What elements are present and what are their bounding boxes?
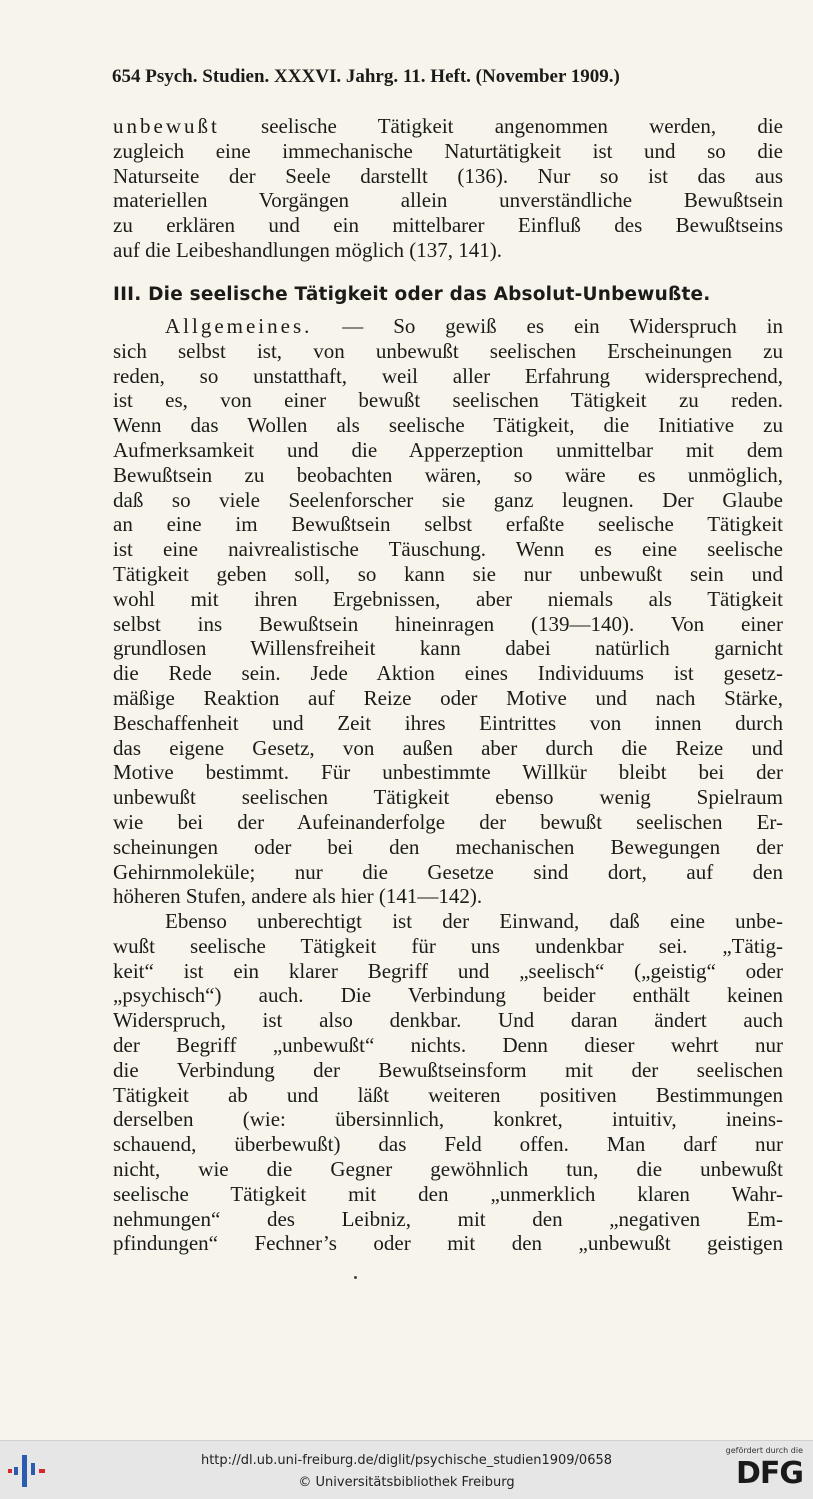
source-url-link[interactable]: http://dl.ub.uni-freiburg.de/diglit/psychische_studien1909/0658: [200, 1453, 613, 1468]
text-line: Tätigkeit geben soll, so kann sie nur unbewußt sein und: [113, 561, 783, 586]
text-line: sich selbst ist, von unbewußt seelischen Erscheinungen zu: [113, 338, 783, 363]
text-line: schauend, überbewußt) das Feld offen. Man darf nur: [113, 1132, 783, 1157]
running-header: 654 Psych. Studien. XXXVI. Jahrg. 11. Heft. (November 1909.): [112, 66, 620, 87]
paragraph-allgemeines: [113, 314, 783, 909]
viewer-footer: [0, 1440, 813, 1499]
text-line: mäßige Reaktion auf Reize oder Motive und nach Stärke,: [113, 685, 783, 710]
text-line: der Begriff „unbewußt“ nichts. Denn dieser wehrt nur: [113, 1032, 783, 1057]
text-line: Beschaffenheit und Zeit ihres Eintrittes von innen durch: [113, 710, 783, 735]
text-line: scheinungen oder bei den mechanischen Bewegungen der: [113, 834, 783, 859]
text-line: derselben (wie: übersinnlich, konkret, intuitiv, ineins-: [113, 1107, 783, 1132]
text-line: Bewußtsein zu beobachten wären, so wäre es unmöglich,: [113, 462, 783, 487]
text-line: pfindungen“ Fechner’s oder mit den „unbewußt geistigen: [113, 1231, 783, 1256]
text-line: die Rede sein. Jede Aktion eines Individuums ist gesetz-: [113, 661, 783, 686]
text-line: Gehirnmoleküle; nur die Gesetze sind dort, auf den: [113, 859, 783, 884]
section-heading: III. Die seelische Tätigkeit oder das Absolut-Unbewußte.: [113, 284, 711, 305]
text-line: Aufmerksamkeit und die Apperzeption unmittelbar mit dem: [113, 437, 783, 462]
text-line: „psychisch“) auch. Die Verbindung beider enthält keinen: [113, 983, 783, 1008]
text-line: die Verbindung der Bewußtseinsform mit der seelischen: [113, 1057, 783, 1082]
text-line: Allgemeines. — So gewiß es ein Widerspruch in: [165, 314, 783, 338]
text-line: ist eine naivrealistische Täuschung. Wenn es eine seelische: [113, 537, 783, 562]
text-line: Widerspruch, ist also denkbar. Und daran ändert auch: [113, 1008, 783, 1033]
text-line: selbst ins Bewußtsein hineinragen (139—140). Von einer: [113, 611, 783, 636]
text-line: nehmungen“ des Leibniz, mit den „negativen Em-: [113, 1206, 783, 1231]
paragraph-einwand: [113, 909, 783, 1256]
dfg-logo-icon: DFG: [735, 1456, 803, 1491]
text-line: unbewußt seelischen Tätigkeit ebenso wenig Spielraum: [113, 785, 783, 810]
scan-speck: [354, 1276, 357, 1279]
text-line: seelische Tätigkeit mit den „unmerklich klaren Wahr-: [113, 1181, 783, 1206]
text-line: daß so viele Seelenforscher sie ganz leugnen. Der Glaube: [113, 487, 783, 512]
text-line: höheren Stufen, andere als hier (141—142).: [113, 884, 483, 909]
text-line: auf die Leibeshandlungen möglich (137, 141).: [113, 237, 502, 262]
text-line: Motive bestimmt. Für unbestimmte Willkür bleibt bei der: [113, 760, 783, 785]
text-line: wohl mit ihren Ergebnissen, aber niemals als Tätigkeit: [113, 586, 783, 611]
text-line: an eine im Bewußtsein selbst erfaßte seelische Tätigkeit: [113, 512, 783, 537]
text-line: grundlosen Willensfreiheit kann dabei natürlich garnicht: [113, 636, 783, 661]
text-line: zugleich eine immechanische Naturtätigkeit ist und so die: [113, 138, 783, 163]
text-line: Naturseite der Seele darstellt (136). Nur so ist das aus: [113, 163, 783, 188]
text-line: unbewußt seelische Tätigkeit angenommen werden, die: [113, 114, 783, 138]
text-line: nicht, wie die Gegner gewöhnlich tun, die unbewußt: [113, 1156, 783, 1181]
text-line: materiellen Vorgängen allein unverständliche Bewußtsein: [113, 188, 783, 213]
text-line: wußt seelische Tätigkeit für uns undenkbar sei. „Tätig-: [113, 933, 783, 958]
copyright-notice: © Universitätsbibliothek Freiburg: [298, 1475, 515, 1490]
text-line: Tätigkeit ab und läßt weiteren positiven Bestimmungen: [113, 1082, 783, 1107]
text-line: das eigene Gesetz, von außen aber durch die Reize und: [113, 735, 783, 760]
text-line: reden, so unstatthaft, weil aller Erfahrung widersprechend,: [113, 363, 783, 388]
text-line: zu erklären und ein mittelbarer Einfluß des Bewußtseins: [113, 213, 783, 238]
text-line: keit“ ist ein klarer Begriff und „seelisch“ („geistig“ oder: [113, 958, 783, 983]
dfg-caption: gefördert durch die: [725, 1446, 803, 1455]
text-line: Wenn das Wollen als seelische Tätigkeit, die Initiative zu: [113, 413, 783, 438]
paragraph-continuation: [113, 114, 783, 263]
text-line: wie bei der Aufeinanderfolge der bewußt seelischen Er-: [113, 809, 783, 834]
text-line: ist es, von einer bewußt seelischen Tätigkeit zu reden.: [113, 388, 783, 413]
text-line: Ebenso unberechtigt ist der Einwand, daß eine unbe-: [165, 909, 783, 933]
